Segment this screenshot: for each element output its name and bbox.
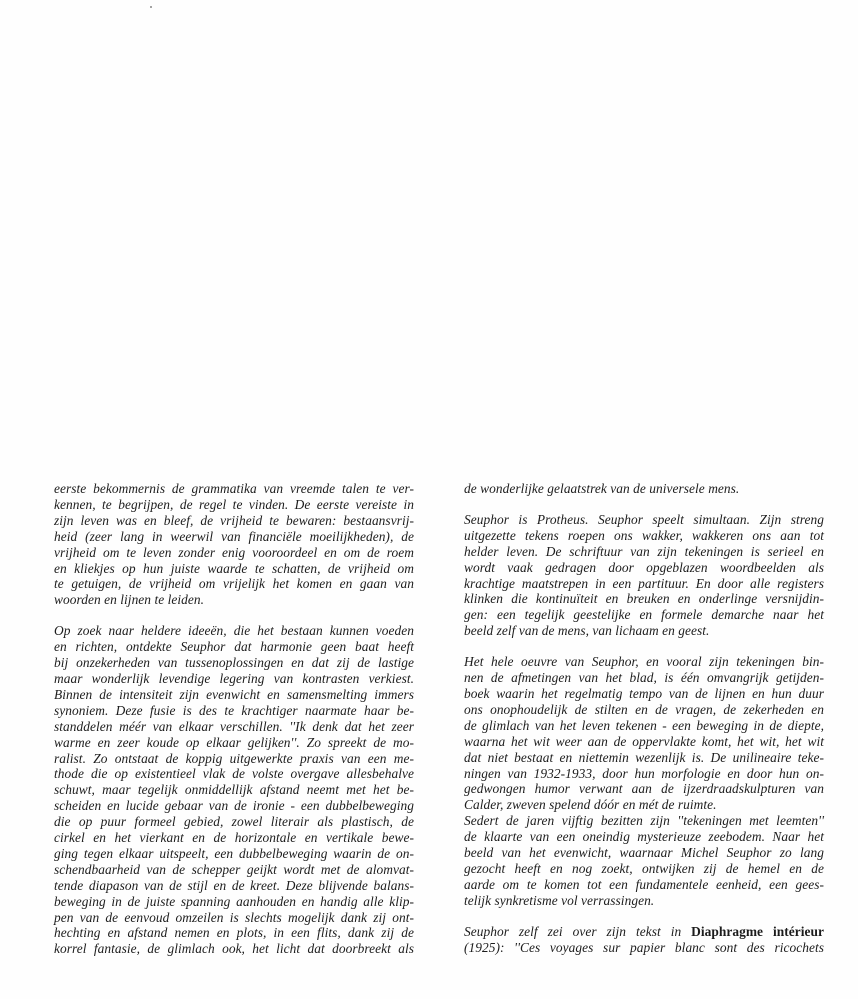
- paragraph-6: [464, 924, 824, 956]
- text-line: (1925): ''Ces voyages sur papier blanc sont des ricochets: [464, 939, 824, 955]
- paragraph-1: [54, 481, 414, 608]
- text-line: thode die op existentieel vlak de volste overgave allesbehalve: [54, 766, 414, 782]
- text-line: nen de afmetingen van het blad, is één omvangrijk getijden-: [464, 670, 824, 686]
- text-line: en richten, ontdekte Seuphor dat harmonie geen baat heeft: [54, 639, 414, 655]
- text-line: standdelen méér van elkaar verschillen. ''Ik denk dat het zeer: [54, 718, 414, 734]
- paragraph-4: [464, 512, 824, 639]
- text-fragment: Seuphor zelf zei over zijn tekst in: [464, 923, 692, 939]
- text-line: ons onophoudelijk de stilten en de vragen, de zekerheden en: [464, 701, 824, 717]
- text-line: ging tegen elkaar uitspeelt, een dubbelbeweging waarin de on-: [54, 845, 414, 861]
- text-line: beeld van het evenwicht, waarnaar Michel Seuphor zo lang: [464, 845, 824, 861]
- paragraph-gap: [54, 608, 414, 623]
- paragraph-3: [464, 481, 824, 497]
- text-line: gezocht heeft en nog zoekt, ontwijken zij de hemel en de: [464, 860, 824, 876]
- text-line: zijn leven was en bleef, de vrijheid te bewaren: bestaansvrij-: [54, 512, 414, 528]
- right-column: [464, 481, 824, 955]
- text-line: de wonderlijke gelaatstrek van de universele mens.: [464, 481, 740, 496]
- text-line: beeld zelf van de mens, van lichaam en geest.: [464, 623, 710, 639]
- text-line: warme en zeer koude op elkaar gelijken''. Zo spreekt de mo-: [54, 734, 414, 750]
- text-line: [464, 924, 824, 940]
- scan-speck: [150, 6, 152, 8]
- text-line: bij onzekerheden van tussenoplossingen en dat zij de lastige: [54, 655, 414, 671]
- text-line: krachtige maatstrepen in een partituur. En door alle registers: [464, 575, 824, 591]
- text-line: gen: een tegelijk geestelijke en formele demarche naar het: [464, 607, 824, 623]
- text-line: maar wonderlijk levendige legering van kontrasten verkiest.: [54, 670, 414, 686]
- text-line: die op puur formeel gebied, zowel literair als plastisch, de: [54, 814, 414, 830]
- text-line: scheiden en lucide gebaar van de ironie - een dubbelbeweging: [54, 798, 414, 814]
- text-line: pen van de eenvoud omzeilen is slechts mogelijk dank zij ont-: [54, 909, 414, 925]
- paragraph-gap: [464, 497, 824, 512]
- text-line: schuwt, maar tegelijk onmiddellijk afstand neemt met het be-: [54, 782, 414, 798]
- paragraph-gap: [464, 639, 824, 654]
- text-line: ningen van 1932-1933, door hun morfologie en door hun on-: [464, 765, 824, 781]
- text-line: dat niet bestaat en niettemin wezenlijk is. De unilineaire teke-: [464, 749, 824, 765]
- text-line: kennen, te begrijpen, de regel te vinden. De eerste vereiste in: [54, 496, 414, 512]
- text-line: de klaarte van een oneindig mysterieuze zeebodem. Naar het: [464, 829, 824, 845]
- text-line: Calder, zweven spelend dóór en mét de ruimte.: [464, 797, 717, 813]
- text-line: boek waarin het regelmatig tempo van de lijnen en hun duur: [464, 685, 824, 701]
- text-line: te getuigen, de vrijheid om vrijelijk het komen en gaan van: [54, 576, 414, 592]
- text-line: hechting en afstand nemen en plots, in een flits, dank zij de: [54, 925, 414, 941]
- text-line: en kliekjes op hun juiste waarde te schatten, de vrijheid om: [54, 560, 414, 576]
- text-line: synoniem. Deze fusie is des te krachtiger naarmate haar be-: [54, 702, 414, 718]
- text-line: woorden en lijnen te leiden.: [54, 592, 205, 608]
- text-line: helder leven. De schriftuur van zijn tekeningen is serieel en: [464, 543, 824, 559]
- text-line: telijk synkretisme vol verrassingen.: [464, 892, 655, 908]
- text-line: aarde om te komen tot een fundamentele eenheid, een gees-: [464, 876, 824, 892]
- text-line: Op zoek naar heldere ideeën, die het bestaan kunnen voeden: [54, 623, 414, 639]
- text-line: eerste bekommernis de grammatika van vreemde talen te ver-: [54, 481, 414, 496]
- text-line: Het hele oeuvre van Seuphor, en vooral zijn tekeningen bin-: [464, 654, 824, 670]
- text-line: gedwongen humor verwant aan de ijzerdraadskulpturen van: [464, 781, 824, 797]
- text-line: waarna het wit weer aan de oppervlakte komt, het wit, het wit: [464, 733, 824, 749]
- paragraph-5: [464, 654, 824, 909]
- text-line: vrijheid om te leven zonder enig vooroordeel en om de roem: [54, 544, 414, 560]
- text-line: beweging in de juiste spanning aanhouden en handig alle klip-: [54, 893, 414, 909]
- text-line: wordt vaak gedragen door opgeblazen woordbeelden als: [464, 559, 824, 575]
- text-line: de glimlach van het leven tekenen - een beweging in de diepte,: [464, 717, 824, 733]
- paragraph-gap: [464, 909, 824, 924]
- book-title: Diaphragme intérieur: [691, 923, 824, 939]
- text-line: schendbaarheid van de schepper geijkt wordt met de alomvat-: [54, 861, 414, 877]
- text-line: ralist. Zo ontstaat de koppig uitgewerkte praxis van een me-: [54, 750, 414, 766]
- text-line: klinken die kontinuïteit en breuken en onderlinge versnijdin-: [464, 591, 824, 607]
- text-line: cirkel en het vierkant en de horizontale en vertikale bewe-: [54, 830, 414, 846]
- left-column: [54, 481, 414, 957]
- text-line: uitgezette tekens roepen ons wakker, wakkeren ons aan tot: [464, 527, 824, 543]
- text-line: Sedert de jaren vijftig bezitten zijn ''tekeningen met leemten'': [464, 813, 824, 829]
- text-line: tende diapason van de stijl en de kreet. Deze blijvende balans-: [54, 877, 414, 893]
- text-line: heid (zeer lang in weerwil van financiële moeilijkheden), de: [54, 528, 414, 544]
- text-line: Seuphor is Protheus. Seuphor speelt simultaan. Zijn streng: [464, 511, 824, 527]
- paragraph-2: [54, 623, 414, 957]
- text-line: korrel fantasie, de glimlach ook, het licht dat doorbreekt als: [54, 941, 414, 957]
- text-line: Binnen de intensiteit zijn evenwicht en samensmelting immers: [54, 686, 414, 702]
